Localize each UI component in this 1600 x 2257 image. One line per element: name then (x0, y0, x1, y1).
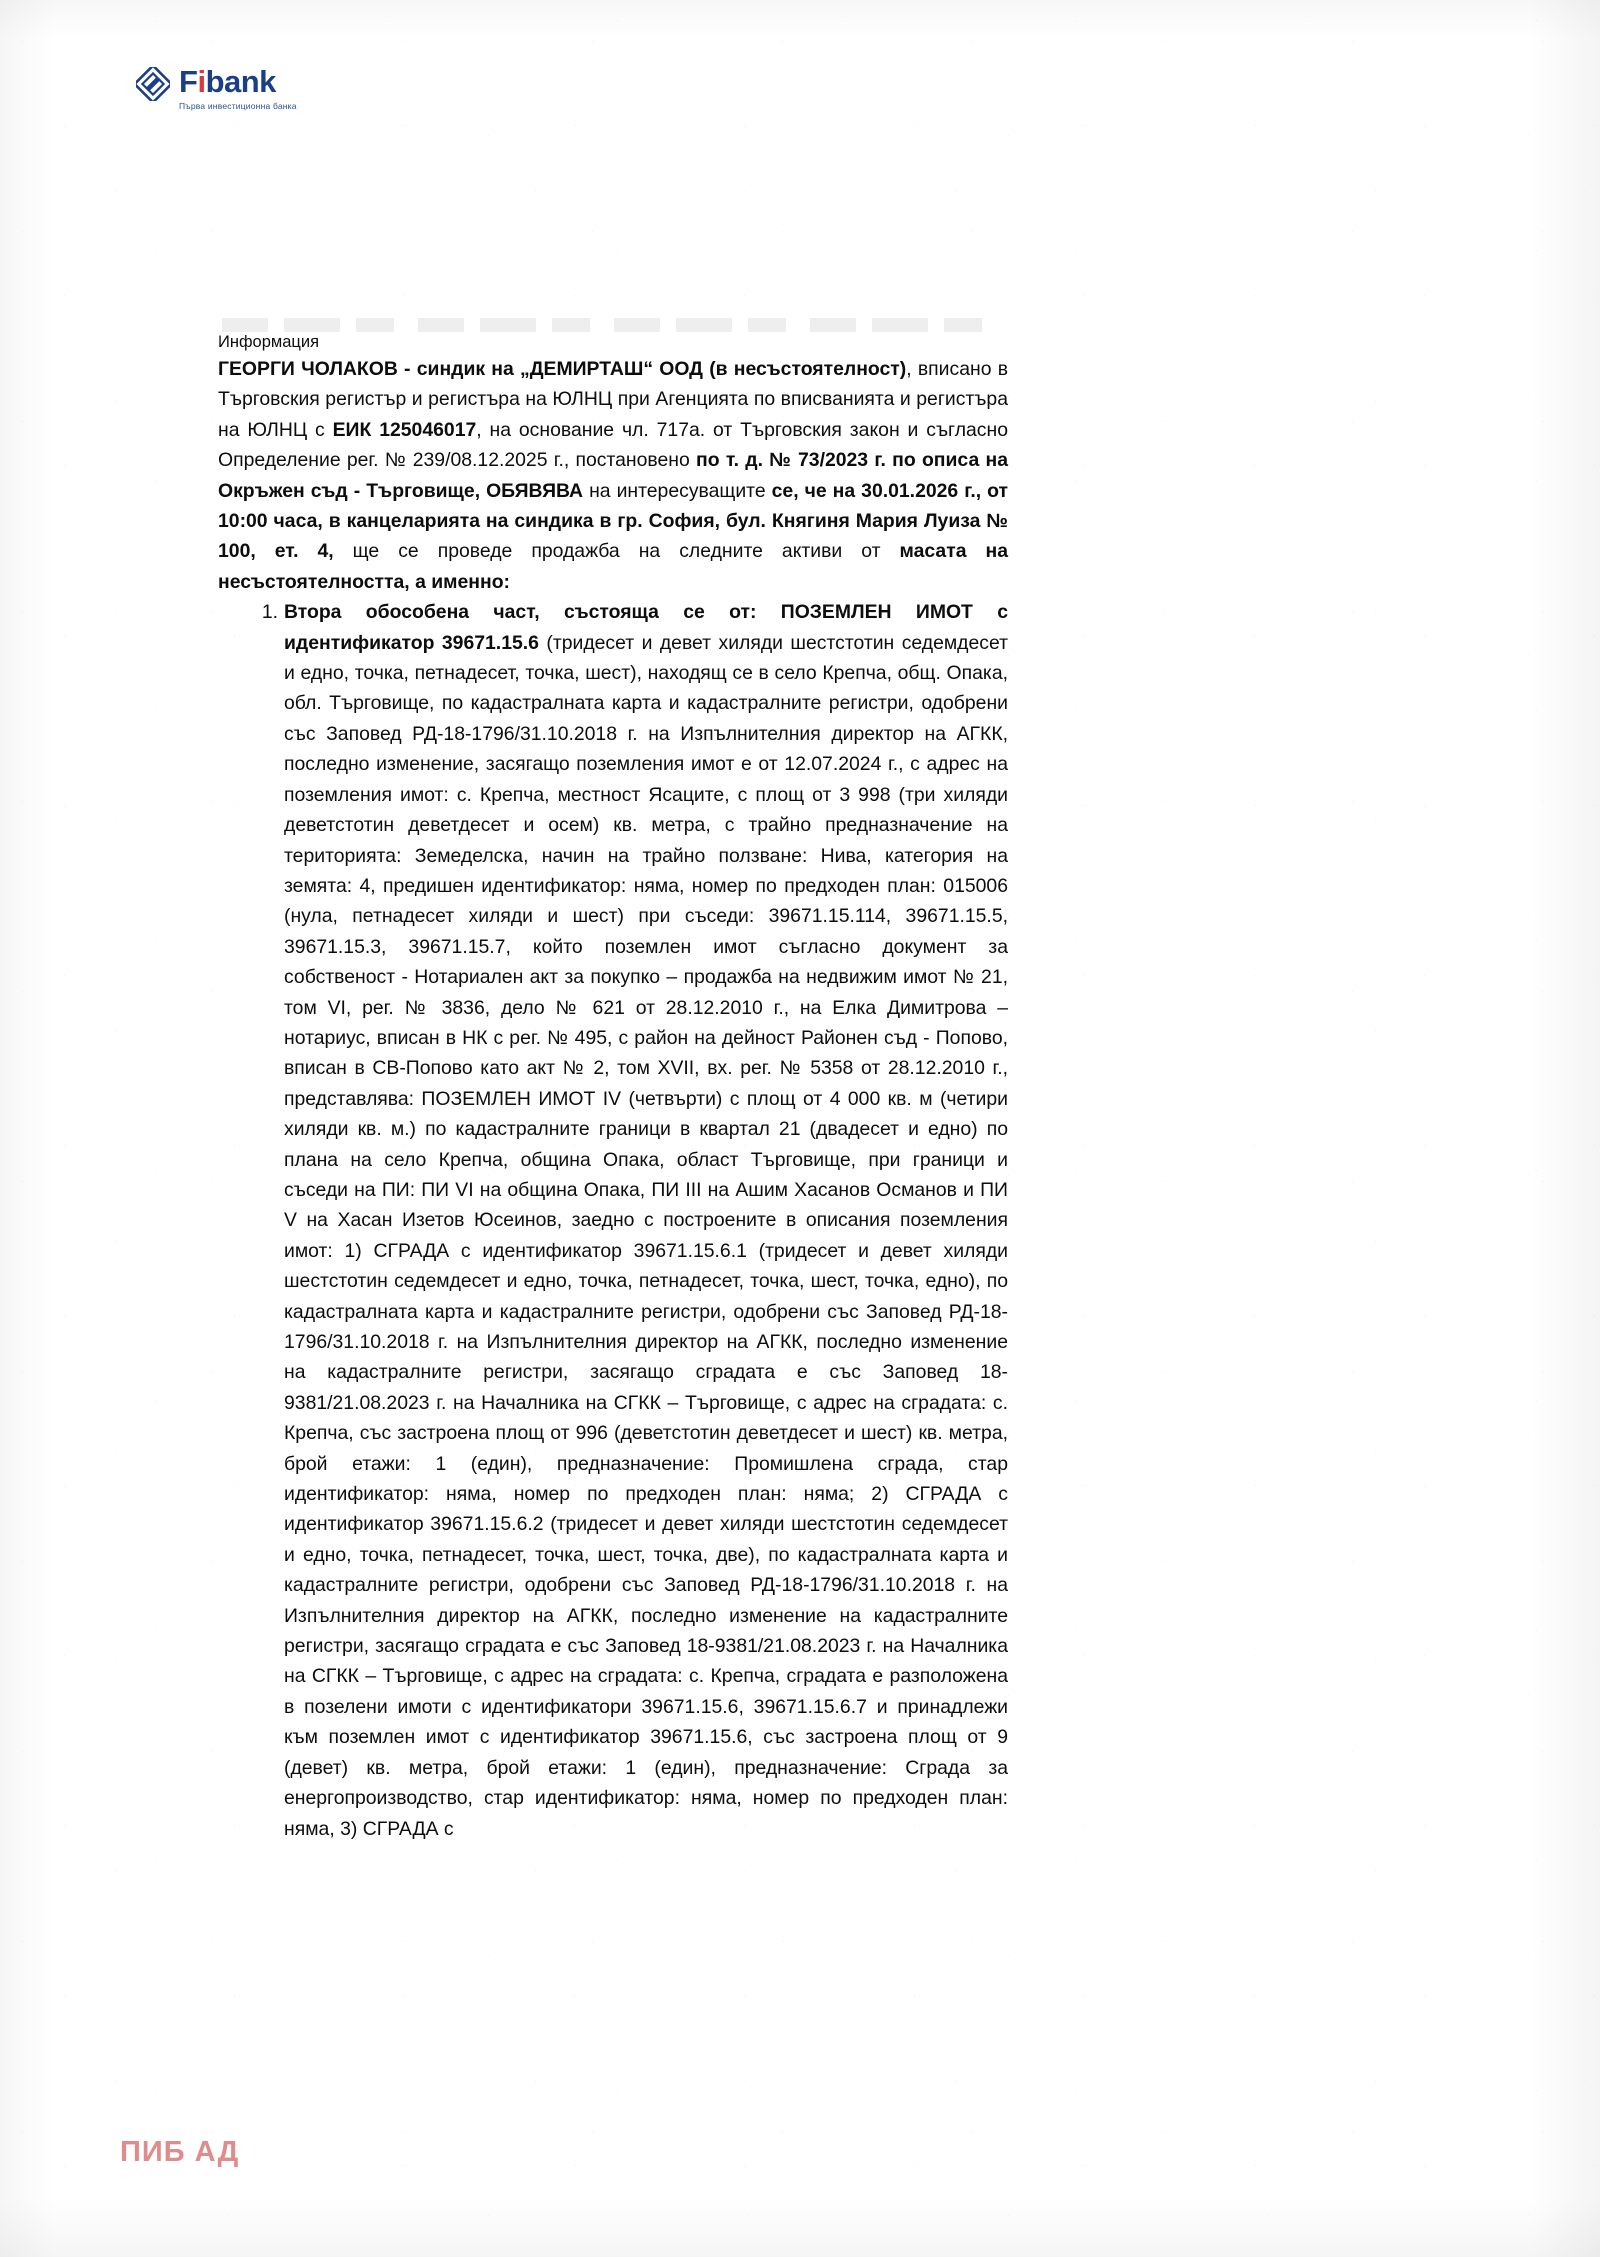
intro-text-1: , вписано в Търговския регистър и регистъра на ЮЛНЦ при Агенцията по вписванията и регистъра на ЮЛНЦ с (218, 358, 1008, 441)
fibank-tagline: Първа инвестиционна банка (179, 101, 297, 111)
intro-text-4: ще се проведе продажба на следните активи от (333, 540, 900, 563)
intro-eik: ЕИК 125046017 (332, 418, 477, 441)
fibank-diamond-icon (136, 67, 170, 101)
intro-case-court: по т. д. № 73/2023 г. по описа на Окръжен съд - Търговище, ОБЯВЯВА (218, 449, 1008, 502)
asset-item-heading: Втора обособена част, състояща се от: ПОЗЕМЛЕН ИМОТ с идентификатор 39671.15.6 (284, 601, 1008, 654)
asset-list-item (218, 597, 1008, 1844)
document-body (218, 330, 1008, 1844)
asset-list (218, 597, 1008, 1844)
intro-text-2: , на основание чл. 717а. от Търговския закон и съгласно Определение рег. № 239/08.12.2025 г., постановено (218, 418, 1008, 472)
asset-item-description: (тридесет и девет хиляди шестстотин седемдесет и едно, точка, петнадесет, точка, шест), находящ се в село Крепча, общ. Опака, обл. Търговище, по кадастралната карта и кадастралните регистри, одобрени със Заповед РД-18-1796/31.10.2018 г. на Изпълнителния директор на АГКК, последно изменение, засягащо поземления имот е от 12.07.2024 г., с адрес на поземления имот: с. Крепча, местност Ясаците, с площ от 3 998 (три хиляди деветстотин деветдесет и осем) кв. метра, с трайно предназначение на територията: Земеделска, начин на трайно ползване: Нива, категория на земята: 4, предишен идентификатор: няма, номер по предходен план: 015006 (нула, петнадесет хиляди и шест) при съседи: 39671.15.114, 39671.15.5, 39671.15.3, 39671.15.7, който поземлен имот съгласно документ за собственост - Нотариален акт за покупко – продажба на недвижим имот № 21, том VI, рег. № 3836, дело № 621 от 28.12.2010 г., на Елка Димитрова – нотариус, вписан в НК с рег. № 495, с район на дейност Районен съд - Попово, вписан в СВ-Попово като акт № 2, том XVII, вх. рег. № 5358 от 28.12.2010 г., представлява: ПОЗЕМЛЕН ИМОТ IV (четвърти) с площ от 4 000 кв. м (четири хиляди кв. м.) по кадастралните граници в квартал 21 (двадесет и едно) по плана на село Крепча, община Опака, област Търговище, при граници и съседи на ПИ: ПИ VI на община Опака, ПИ III на Ашим Хасанов Османов и ПИ V на Хасан Изетов Юсеинов, заедно с построените в описания поземления имот: 1) СГРАДА с идентификатор 39671.15.6.1 (тридесет и девет хиляди шестстотин седемдесет и едно, точка, петнадесет, точка, шест, точка, едно), по кадастралната карта и кадастралните регистри, одобрени със Заповед РД-18-1796/31.10.2018 г. на Изпълнителния директор на АГКК, последно изменение на кадастралните регистри, засягащо сградата е със Заповед 18-9381/21.08.2023 г. на Началника на СГКК – Търговище, с адрес на сградата: с. Крепча, със застроена площ от 996 (деветстотин деветдесет и шест) кв. метра, брой етажи: 1 (един), предназначение: Промишлена сграда, стар идентификатор: няма, номер по предходен план: няма; 2) СГРАДА с идентификатор 39671.15.6.2 (тридесет и девет хиляди шестстотин седемдесет и едно, точка, петнадесет, точка, шест, точка, две), по кадастралната карта и кадастралните регистри, одобрени със Заповед РД-18-1796/31.10.2018 г. на Изпълнителния директор на АГКК, последно изменение на кадастралните регистри, засягащо сградата е със Заповед 18-9381/21.08.2023 г. на Началника на СГКК – Търговище, с адрес на сградата: с. Крепча, сградата е разположена в позелени имоти с идентификатори 39671.15.6, 39671.15.6.7 и принадлежи към поземлен имот с идентификатор 39671.15.6, със застроена площ от 9 (девет) кв. метра, брой етажи: 1 (един), предназначение: Сграда за енергопроизводство, стар идентификатор: няма, номер по предходен план: няма, 3) СГРАДА с (284, 631, 1008, 1840)
intro-assets-lead: масата на несъстоятелността, а именно: (218, 540, 1009, 593)
footer-bank-mark: ПИБ АД (120, 2136, 240, 2168)
section-label: Информация (218, 333, 320, 351)
intro-paragraph (218, 354, 1008, 597)
intro-sale-datetime-venue: се, че на 30.01.2026 г., от 10:00 часа, в канцеларията на синдика в гр. София, бул. Княгиня Мария Луиза № 100, ет. 4, (218, 479, 1008, 563)
fibank-wordmark: Fibank (179, 64, 276, 99)
asset-item-number: 1. (261, 601, 278, 624)
intro-text-3: на интересуващите (583, 479, 772, 502)
intro-lead-bold: ГЕОРГИ ЧОЛАКОВ - синдик на „ДЕМИРТАШ“ ООД (в несъстоятелност) (218, 358, 907, 380)
fibank-wordmark-rest: bank (205, 64, 276, 99)
fibank-logo (136, 66, 297, 111)
